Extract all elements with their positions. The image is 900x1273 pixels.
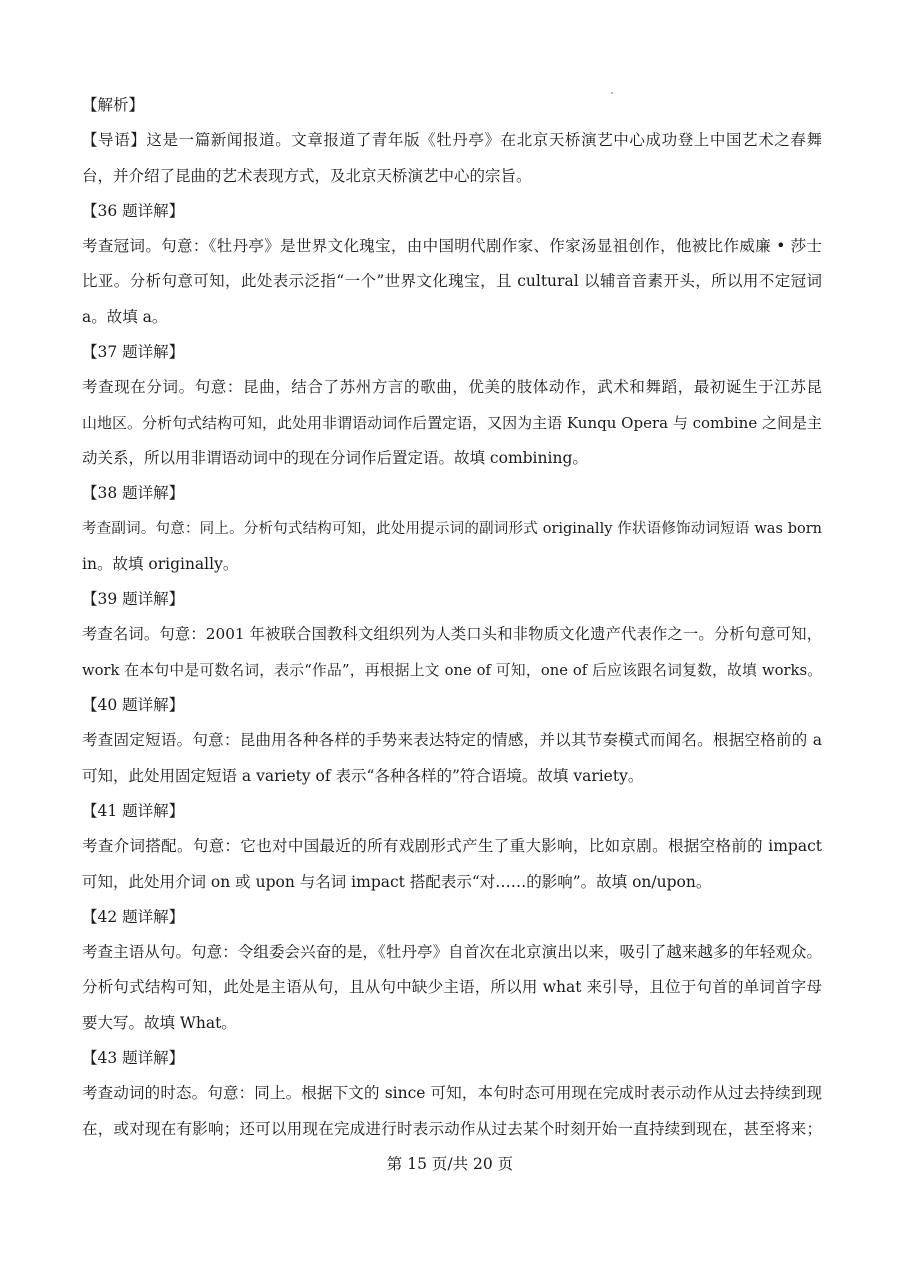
- question-heading-42: 【42 题详解】: [82, 907, 185, 926]
- question-heading-43: 【43 题详解】: [82, 1049, 185, 1068]
- explanation-line: in。故填 originally。: [82, 554, 239, 573]
- question-heading-38: 【38 题详解】: [82, 484, 185, 503]
- explanation-line: 考查名词。句意：2001 年被联合国教科文组织列为人类口头和非物质文化遗产代表作之一。分析句意可知，: [82, 625, 822, 644]
- question-heading-39: 【39 题详解】: [82, 590, 185, 609]
- explanation-line: 动关系，所以用非谓语动词中的现在分词作后置定语。故填 combining。: [82, 448, 588, 467]
- explanation-line: 要大写。故填 What。: [82, 1013, 237, 1032]
- explanation-line: 考查主语从句。句意：令组委会兴奋的是，《牡丹亭》自首次在北京演出以来，吸引了越来越多的年轻观众。: [82, 943, 822, 962]
- explanation-line: 分析句式结构可知，此处是主语从句，且从句中缺少主语，所以用 what 来引导，且位于句首的单词首字母: [82, 978, 822, 997]
- intro-line: 【导语】这是一篇新闻报道。文章报道了青年版《牡丹亭》在北京天桥演艺中心成功登上中国艺术之春舞: [82, 131, 822, 150]
- explanation-line: a。故填 a。: [82, 307, 168, 326]
- explanation-line: 考查介词搭配。句意：它也对中国最近的所有戏剧形式产生了重大影响，比如京剧。根据空格前的 impact: [82, 837, 822, 856]
- page-number-footer: 第 15 页/共 20 页: [386, 1155, 514, 1173]
- explanation-line: 考查副词。句意：同上。分析句式结构可知，此处用提示词的副词形式 originally 作状语修饰动词短语 was born: [82, 520, 822, 537]
- explanation-line: 在，或对现在有影响；还可以用现在完成进行时表示动作从过去某个时刻开始一直持续到现在，甚至将来；: [82, 1119, 822, 1138]
- explanation-line: work 在本句中是可数名词，表示“作品”，再根据上文 one of 可知，one of 后应该跟名词复数，故填 works。: [82, 661, 822, 679]
- explanation-line: 考查现在分词。句意：昆曲，结合了苏州方言的歌曲，优美的肢体动作，武术和舞蹈，最初诞生于江苏昆: [82, 378, 822, 397]
- explanation-line: 山地区。分析句式结构可知，此处用非谓语动词作后置定语，又因为主语 Kunqu Opera 与 combine 之间是主: [82, 413, 822, 432]
- intro-line: 台，并介绍了昆曲的艺术表现方式，及北京天桥演艺中心的宗旨。: [82, 166, 532, 185]
- document-body: [82, 88, 822, 1147]
- explanation-line: 比亚。分析句意可知，此处表示泛指“一个”世界文化瑰宝，且 cultural 以辅音音素开头，所以用不定冠词: [82, 272, 822, 291]
- explanation-line: 可知，此处用介词 on 或 upon 与名词 impact 搭配表示“对……的影响”。故填 on/upon。: [82, 872, 712, 891]
- section-heading-analysis: 【解析】: [82, 96, 145, 114]
- explanation-line: 考查动词的时态。句意：同上。根据下文的 since 可知，本句时态可用现在完成时表示动作从过去持续到现: [82, 1084, 822, 1103]
- question-heading-40: 【40 题详解】: [82, 696, 185, 715]
- explanation-line: 考查固定短语。句意：昆曲用各种各样的手势来表达特定的情感，并以其节奏模式而闻名。根据空格前的 a: [82, 731, 822, 750]
- question-heading-41: 【41 题详解】: [82, 801, 185, 820]
- explanation-line: 可知，此处用固定短语 a variety of 表示“各种各样的”符合语境。故填 variety。: [82, 766, 644, 785]
- question-heading-37: 【37 题详解】: [82, 343, 185, 362]
- question-heading-36: 【36 题详解】: [82, 201, 185, 220]
- explanation-line: 考查冠词。句意：《牡丹亭》是世界文化瑰宝，由中国明代剧作家、作家汤显祖创作，他被比作威廉 • 莎士: [82, 237, 822, 256]
